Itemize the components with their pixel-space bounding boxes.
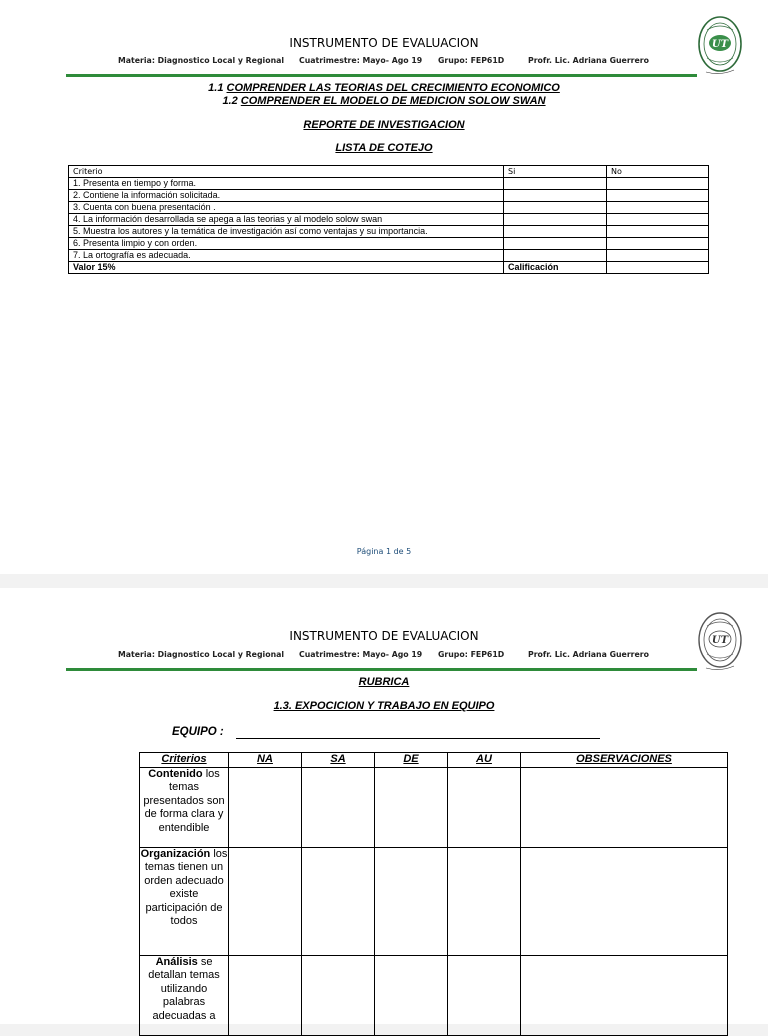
si-cell[interactable] bbox=[504, 226, 607, 238]
checklist-table bbox=[68, 165, 709, 274]
svg-text:UT: UT bbox=[711, 39, 729, 50]
table-row bbox=[140, 768, 728, 848]
report-title: REPORTE DE INVESTIGACION bbox=[303, 119, 465, 131]
checklist-header-row bbox=[69, 166, 709, 178]
criterion-desc: los temas presentados son de forma clara y entendible bbox=[143, 768, 225, 834]
criterios-header: Criterios bbox=[140, 753, 229, 768]
valor-label: Valor 15% bbox=[69, 262, 504, 274]
table-row bbox=[140, 848, 728, 956]
criterion-desc: los temas tienen un orden adecuado existe participación de todos bbox=[144, 848, 228, 928]
criterion-term: Contenido bbox=[148, 768, 203, 780]
document-title: INSTRUMENTO DE EVALUACION bbox=[289, 629, 479, 643]
au-cell[interactable] bbox=[448, 848, 521, 956]
sa-cell[interactable] bbox=[302, 848, 375, 956]
university-seal-icon bbox=[697, 14, 743, 76]
criterion-cell: 7. La ortografía es adecuada. bbox=[69, 250, 504, 262]
au-cell[interactable] bbox=[448, 768, 521, 848]
profesor-label: Profr. Lic. Adriana Guerrero bbox=[528, 56, 649, 65]
header-divider bbox=[66, 74, 697, 77]
objective-num: 1.1 bbox=[208, 82, 224, 94]
equipo-input-line[interactable] bbox=[236, 738, 600, 739]
document-title: INSTRUMENTO DE EVALUACION bbox=[289, 36, 479, 50]
observaciones-cell[interactable] bbox=[521, 848, 728, 956]
objective-1-1 bbox=[0, 82, 768, 95]
svg-text:UT: UT bbox=[711, 635, 729, 646]
no-cell[interactable] bbox=[607, 238, 709, 250]
no-cell[interactable] bbox=[607, 226, 709, 238]
criterion-desc: se detallan temas utilizando palabras adecuadas a bbox=[148, 956, 220, 1022]
si-cell[interactable] bbox=[504, 178, 607, 190]
no-cell[interactable] bbox=[607, 250, 709, 262]
observaciones-cell[interactable] bbox=[521, 768, 728, 848]
no-cell[interactable] bbox=[607, 178, 709, 190]
si-cell[interactable] bbox=[504, 190, 607, 202]
objective-1-2 bbox=[0, 95, 768, 108]
profesor-label: Profr. Lic. Adriana Guerrero bbox=[528, 650, 649, 659]
criterio-header: Criterio bbox=[69, 166, 504, 178]
criterion-cell: 4. La información desarrollada se apega a las teorias y al modelo solow swan bbox=[69, 214, 504, 226]
no-cell[interactable] bbox=[607, 214, 709, 226]
na-cell[interactable] bbox=[229, 768, 302, 848]
table-row bbox=[69, 214, 709, 226]
no-header: No bbox=[607, 166, 709, 178]
criterion-cell bbox=[140, 848, 229, 956]
de-cell[interactable] bbox=[375, 768, 448, 848]
criterion-term: Organización bbox=[140, 848, 211, 860]
si-header: Si bbox=[504, 166, 607, 178]
table-row bbox=[69, 178, 709, 190]
na-header: NA bbox=[229, 753, 302, 768]
grupo-label: Grupo: FEP61D bbox=[438, 56, 505, 65]
sa-cell[interactable] bbox=[302, 768, 375, 848]
equipo-label: EQUIPO : bbox=[172, 726, 224, 738]
cuatrimestre-label: Cuatrimestre: Mayo- Ago 19 bbox=[299, 56, 423, 65]
page-footer: Página 1 de 5 bbox=[356, 547, 412, 556]
table-row bbox=[69, 226, 709, 238]
si-cell[interactable] bbox=[504, 238, 607, 250]
objective-text: COMPRENDER EL MODELO DE MEDICION SOLOW SWAN bbox=[240, 95, 546, 107]
university-seal-icon bbox=[697, 610, 743, 672]
criterion-term: Análisis bbox=[155, 956, 198, 968]
materia-label: Materia: Diagnostico Local y Regional bbox=[118, 56, 285, 65]
si-cell[interactable] bbox=[504, 214, 607, 226]
na-cell[interactable] bbox=[229, 848, 302, 956]
criterion-cell: 5. Muestra los autores y la temática de investigación así como ventajas y su importancia. bbox=[69, 226, 504, 238]
materia-label: Materia: Diagnostico Local y Regional bbox=[118, 650, 285, 659]
observaciones-header: OBSERVACIONES bbox=[521, 753, 728, 768]
au-header: AU bbox=[448, 753, 521, 768]
rubric-title: RUBRICA bbox=[358, 676, 410, 688]
rubric-table bbox=[139, 752, 728, 1036]
si-cell[interactable] bbox=[504, 202, 607, 214]
table-row bbox=[69, 238, 709, 250]
no-cell[interactable] bbox=[607, 190, 709, 202]
criterion-cell bbox=[140, 768, 229, 848]
no-cell[interactable] bbox=[607, 202, 709, 214]
calificacion-cell[interactable] bbox=[607, 262, 709, 274]
si-cell[interactable] bbox=[504, 250, 607, 262]
criterion-cell: 1. Presenta en tiempo y forma. bbox=[69, 178, 504, 190]
sa-header: SA bbox=[302, 753, 375, 768]
table-row bbox=[69, 202, 709, 214]
table-row bbox=[69, 190, 709, 202]
objective-num: 1.2 bbox=[222, 95, 238, 107]
objective-text: COMPRENDER LAS TEORIAS DEL CRECIMIENTO ECONOMICO bbox=[226, 82, 560, 94]
criterion-cell: 6. Presenta limpio y con orden. bbox=[69, 238, 504, 250]
grupo-label: Grupo: FEP61D bbox=[438, 650, 505, 659]
calificacion-label: Calificación bbox=[504, 262, 607, 274]
de-cell[interactable] bbox=[375, 848, 448, 956]
cuatrimestre-label: Cuatrimestre: Mayo- Ago 19 bbox=[299, 650, 423, 659]
criterion-cell: 2. Contiene la información solicitada. bbox=[69, 190, 504, 202]
rubric-header-row bbox=[140, 753, 728, 768]
table-row bbox=[69, 250, 709, 262]
checklist-total-row bbox=[69, 262, 709, 274]
criterion-cell: 3. Cuenta con buena presentación . bbox=[69, 202, 504, 214]
de-header: DE bbox=[375, 753, 448, 768]
list-title: LISTA DE COTEJO bbox=[335, 142, 433, 154]
header-divider bbox=[66, 668, 697, 671]
rubric-subtitle: 1.3. EXPOCICION Y TRABAJO EN EQUIPO bbox=[273, 700, 495, 712]
